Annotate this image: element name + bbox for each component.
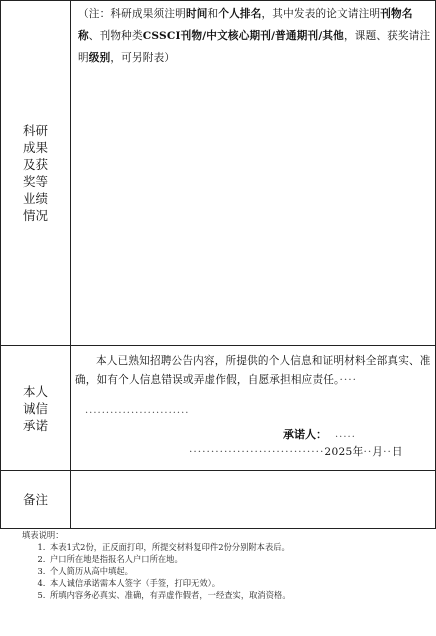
dotted-line: ························· bbox=[85, 408, 190, 419]
date-year: 2025年 bbox=[324, 446, 364, 458]
promisor-signature-field[interactable]: ····· bbox=[335, 432, 356, 443]
promise-label-line: 诚信 bbox=[22, 400, 48, 416]
note-bold: 个人排名 bbox=[218, 8, 262, 20]
note-bold: 级别 bbox=[88, 52, 111, 64]
fill-instructions bbox=[22, 530, 432, 601]
promise-label-line: 本人 bbox=[22, 383, 48, 399]
promisor-label: 承诺人： bbox=[283, 428, 327, 441]
research-label-line: 情况 bbox=[22, 208, 48, 223]
note-text: （注：科研成果须注明 bbox=[78, 8, 186, 20]
list-item: 1. 本表1式2份，正反面打印，所提交材料复印件2份分别附本表后。 bbox=[48, 542, 432, 554]
date-dots: ······························· bbox=[189, 446, 325, 458]
list-item: 3. 个人简历从高中填起。 bbox=[48, 566, 432, 578]
note-text: 、刊物种类 bbox=[88, 30, 143, 42]
promise-label bbox=[1, 346, 71, 471]
note-bold: 刊物名称 bbox=[78, 8, 413, 42]
fill-instructions-title: 填表说明： bbox=[22, 530, 64, 540]
promise-label-line: 承诺 bbox=[22, 417, 48, 433]
promise-content-cell bbox=[71, 346, 436, 471]
remark-row bbox=[1, 471, 436, 529]
remark-label-text: 备注 bbox=[22, 492, 48, 507]
list-item: 2. 户口所在地是指报名人户口所在地。 bbox=[48, 554, 432, 566]
promise-text: 本人已熟知招聘公告内容，所提供的个人信息和证明材料全部真实、准确，如有个人信息错误或弄虚作假，自愿承担相应责任。 bbox=[75, 355, 431, 386]
research-label-line: 奖等 bbox=[22, 174, 48, 189]
remark-label bbox=[1, 471, 71, 529]
date-line[interactable] bbox=[189, 444, 403, 459]
research-label bbox=[1, 1, 71, 346]
note-bold: CSSCI刊物/中文核心期刊/普通期刊/其他 bbox=[142, 30, 344, 42]
date-day: 日 bbox=[391, 446, 403, 458]
research-label-line: 及获 bbox=[22, 157, 48, 172]
note-text: 和 bbox=[207, 8, 219, 20]
note-text: ，其中发表的论文请注明 bbox=[261, 8, 381, 20]
list-item: 5. 所填内容务必真实、准确，有弄虚作假者，一经查实，取消资格。 bbox=[48, 590, 432, 602]
research-content-cell[interactable] bbox=[71, 1, 436, 346]
note-bold: 时间 bbox=[185, 8, 208, 20]
fill-instructions-list bbox=[22, 542, 432, 602]
remark-content-cell[interactable] bbox=[71, 471, 436, 529]
note-text: ，可另附表） bbox=[110, 52, 176, 64]
research-label-line: 业绩 bbox=[22, 191, 48, 206]
date-dots: ·· bbox=[363, 446, 373, 458]
research-row bbox=[1, 1, 436, 346]
list-item: 4. 本人诚信承诺需本人签字（手签，打印无效）。 bbox=[48, 578, 432, 590]
promise-trailing-dots: ···· bbox=[339, 374, 358, 386]
research-label-line: 科研 bbox=[22, 123, 48, 138]
promise-statement bbox=[71, 346, 435, 390]
research-note bbox=[71, 1, 435, 69]
research-label-line: 成果 bbox=[22, 140, 48, 155]
note-text: ，课题、获奖请注明 bbox=[78, 30, 431, 64]
date-dots: ·· bbox=[383, 446, 392, 458]
date-month: 月 bbox=[372, 446, 384, 458]
promise-row bbox=[1, 346, 436, 471]
